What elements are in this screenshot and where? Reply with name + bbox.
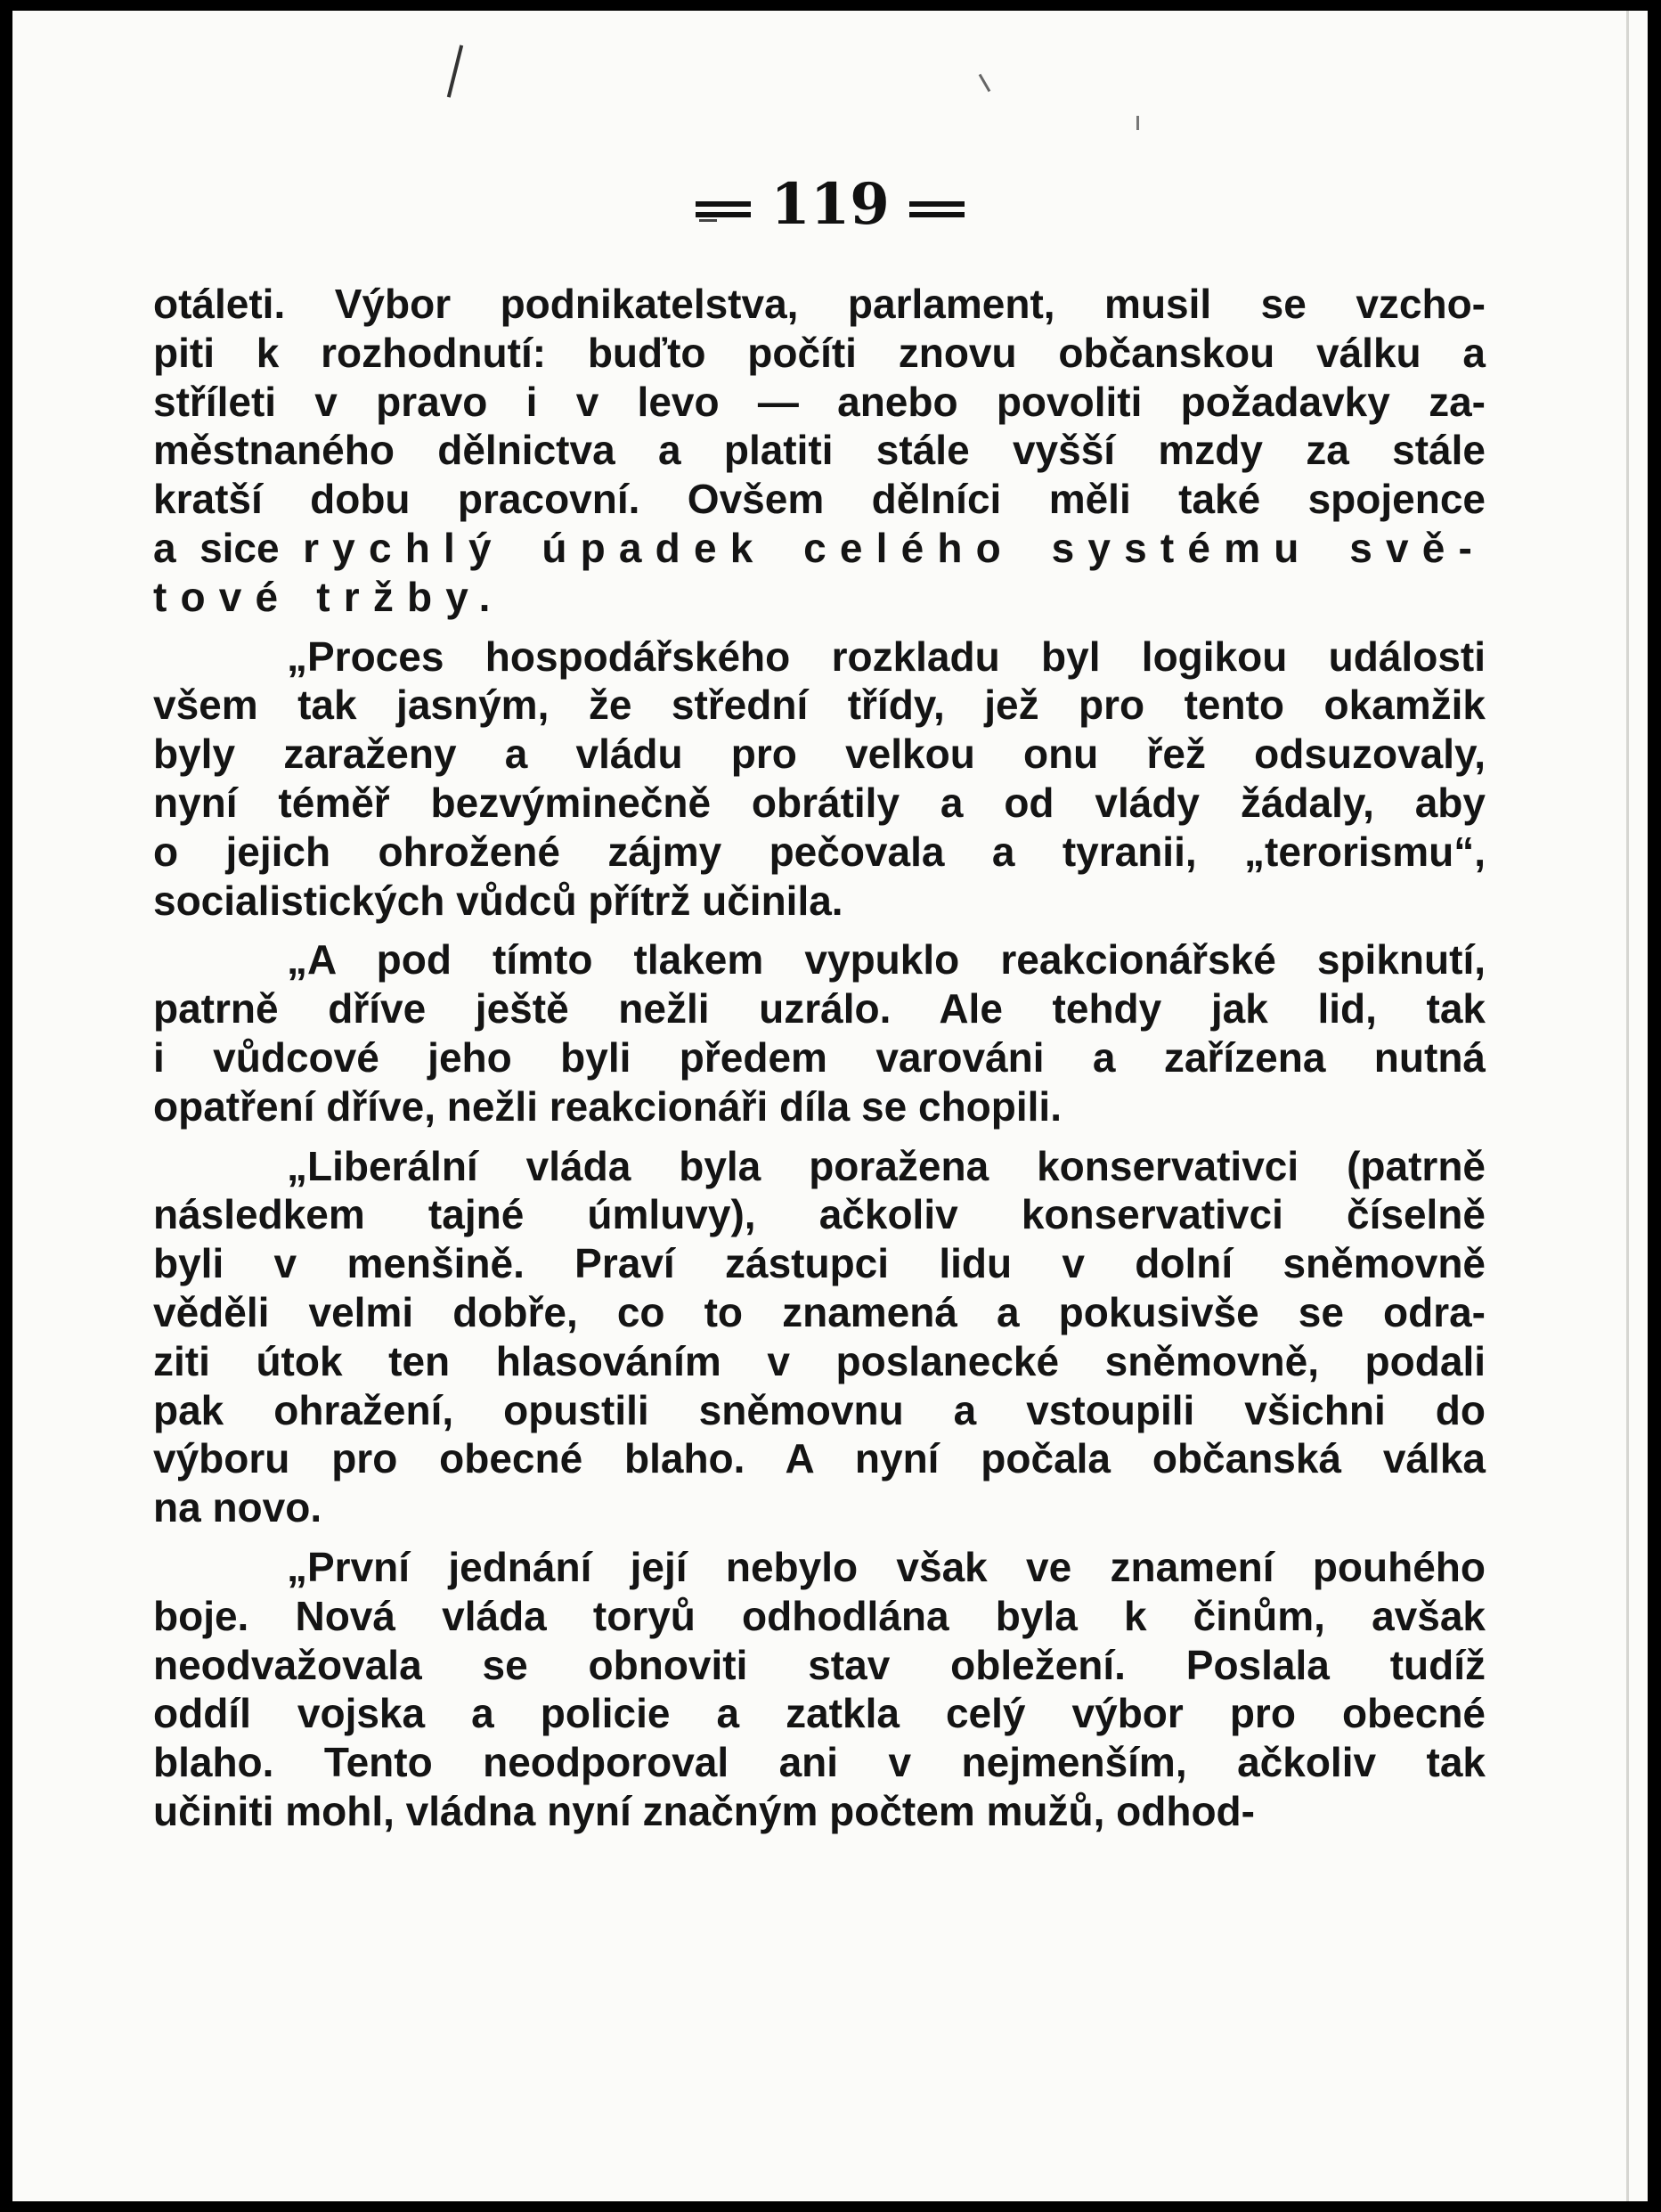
scan-mark <box>1136 116 1139 130</box>
text-line: všem tak jasným, že střední třídy, jež pro tento okamžik <box>153 682 1486 729</box>
text-line: výboru pro obecné blaho. A nyní počala občanská válka <box>153 1435 1486 1482</box>
text-line: byly zaraženy a vládu pro velkou onu řež odsuzovaly, <box>153 731 1486 778</box>
body-text <box>153 280 1486 1836</box>
header-ornament-right-icon <box>906 196 968 223</box>
text-line: následkem tajné úmluvy), ačkoliv konservativci číselně <box>153 1191 1486 1238</box>
text-line: „První jednání její nebylo však ve znamení pouhého <box>287 1543 1486 1590</box>
text-line: i vůdcové jeho byli předem varováni a zařízena nutná <box>153 1033 1486 1081</box>
text-line: neodvažovala se obnoviti stav obležení. Poslala tudíž <box>153 1641 1486 1688</box>
text-line: „A pod tímto tlakem vypuklo reakcionářské spiknutí, <box>287 936 1486 984</box>
text-line: o jejich ohrožené zájmy pečovala a tyranii, „terorismu“, <box>153 828 1486 875</box>
text-line: blaho. Tento neodporoval ani v nejmenším, ačkoliv tak <box>153 1739 1486 1786</box>
text-line: věděli velmi dobře, co to znamená a pokusivše se odra- <box>153 1288 1486 1335</box>
text-line: ziti útok ten hlasováním v poslanecké sněmovně, podali <box>153 1337 1486 1384</box>
header-ornament-left-icon <box>692 196 754 223</box>
text-line: nyní téměř bezvýminečně obrátily a od vlády žádaly, aby <box>153 779 1486 826</box>
spaced-emphasis: rychlý úpadek celého systému svě- <box>303 524 1486 571</box>
text-line: stříleti v pravo i v levo — anebo povoliti požadavky za- <box>153 378 1486 425</box>
text-line <box>153 524 1486 573</box>
text-line: pak ohražení, opustili sněmovnu a vstoupili všichni do <box>153 1386 1486 1433</box>
text-line: otáleti. Výbor podnikatelstva, parlament, musil se vzcho- <box>153 281 1486 327</box>
text-line: piti k rozhodnutí: buďto počíti znovu občanskou válku a <box>153 329 1486 376</box>
text-run: a sice <box>153 524 304 571</box>
text-line: patrně dříve ještě nežli uzrálo. Ale tehdy jak lid, tak <box>153 985 1486 1033</box>
paragraph-gap <box>153 925 1486 935</box>
text-line: kratší dobu pracovní. Ovšem dělníci měli také spojence <box>153 476 1486 523</box>
paragraph-gap <box>153 622 1486 633</box>
spaced-emphasis: tové tržby. <box>153 573 504 620</box>
scan-mark <box>447 45 463 97</box>
text-line: byli v menšině. Praví zástupci lidu v dolní sněmovně <box>153 1240 1486 1287</box>
text-line <box>153 573 1486 622</box>
page-header <box>12 171 1648 238</box>
paragraph-gap <box>153 1131 1486 1142</box>
text-line: oddíl vojska a policie a zatkla celý výbor pro obecné <box>153 1690 1486 1737</box>
text-line: „Proces hospodářského rozkladu byl logikou události <box>287 633 1486 680</box>
scan-mark <box>1626 11 1629 2201</box>
text-line: socialistických vůdců přítrž učinila. <box>153 877 843 924</box>
scan-mark <box>979 74 991 93</box>
paragraph-gap <box>153 1532 1486 1543</box>
text-line: boje. Nová vláda toryů odhodlána byla k činům, avšak <box>153 1592 1486 1639</box>
page-number: 119 <box>770 171 890 238</box>
text-line: „Liberální vláda byla poražena konservativci (patrně <box>287 1142 1486 1189</box>
text-line: učiniti mohl, vládna nyní značným počtem mužů, odhod- <box>153 1787 1255 1834</box>
text-line: na novo. <box>153 1484 322 1531</box>
book-page <box>12 11 1648 2201</box>
text-line: městnaného dělnictva a platiti stále vyšší mzdy za stále <box>153 427 1486 474</box>
text-line: opatření dříve, nežli reakcionáři díla se chopili. <box>153 1082 1062 1130</box>
